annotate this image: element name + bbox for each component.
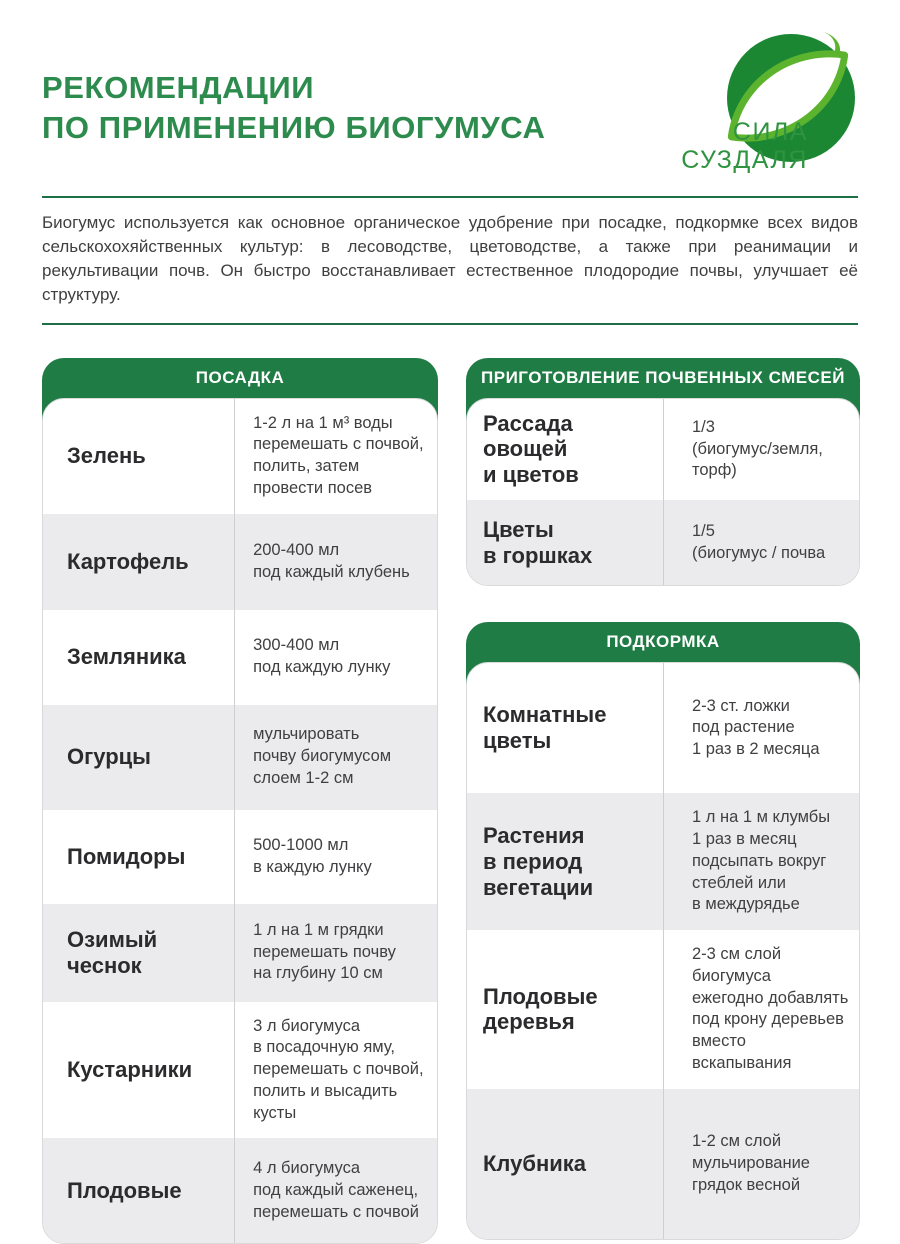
table-soil-mixes-body [466,398,860,587]
row-name: Клубника [467,1089,663,1239]
table-podkormka-body [466,662,860,1239]
row-value: 1 л на 1 м грядки перемешать почву на глубину 10 см [234,904,437,1002]
row-value: 1/5 (биогумус / почва [663,500,859,585]
table-row [43,904,437,1002]
row-name: Земляника [43,610,234,705]
table-posadka [42,358,438,1244]
table-row [43,1138,437,1243]
table-row [467,930,859,1089]
table-row [43,399,437,514]
tables-area [42,358,860,1244]
row-value: 1 л на 1 м клумбы 1 раз в месяц подсыпать вокруг стеблей или в междурядье [663,793,859,930]
table-row [467,793,859,930]
table-podkormka [466,622,860,1239]
row-value: 1/3 (биогумус/земля, торф) [663,399,859,501]
row-name: Картофель [43,514,234,610]
table-row [467,500,859,585]
table-row [43,514,437,610]
divider-line-bottom [42,323,858,325]
row-value: 2-3 ст. ложки под растение 1 раз в 2 месяца [663,663,859,793]
table-row [43,705,437,810]
table-soil-mixes [466,358,860,587]
row-value: 200-400 мл под каждый клубень [234,514,437,610]
row-value: мульчировать почву биогумусом слоем 1-2 см [234,705,437,810]
row-name: Помидоры [43,810,234,904]
table-row [467,399,859,501]
row-name: Озимый чеснок [43,904,234,1002]
row-name: Огурцы [43,705,234,810]
right-column [466,358,860,1240]
table-posadka-body [42,398,438,1244]
row-value: 3 л биогумуса в посадочную яму, перемешать с почвой, полить и высадить кусты [234,1002,437,1139]
page-title: РЕКОМЕНДАЦИИ ПО ПРИМЕНЕНИЮ БИОГУМУСА [42,68,546,149]
row-value: 2-3 см слой биогумуса ежегодно добавлять под крону деревьев вместо вскапывания [663,930,859,1089]
intro-paragraph: Биогумус используется как основное органическое удобрение при посадке, подкормке всех видов сельскохохяйственных культур: в лесоводстве, цветоводстве, а также при реанимации и рекультивации почв. Он быстро восстанавливает естественное плодородие почвы, улучшает её структуру. [42,198,858,323]
table-row [467,1089,859,1239]
row-name: Плодовые [43,1138,234,1243]
table-podkormka-title: ПОДКОРМКА [606,622,719,662]
row-name: Зелень [43,399,234,514]
row-value: 1-2 см слой мульчирование грядок весной [663,1089,859,1239]
table-row [43,810,437,904]
page-header [0,0,900,196]
brand-name: СИЛА СУЗДАЛЯ [681,118,808,174]
brand-logo [630,28,860,170]
left-column [42,358,438,1244]
row-name: Кустарники [43,1002,234,1139]
row-name: Рассада овощей и цветов [467,399,663,501]
table-row [43,1002,437,1139]
table-posadka-title: ПОСАДКА [196,358,284,398]
table-row [43,610,437,705]
table-soil-mixes-title: ПРИГОТОВЛЕНИЕ ПОЧВЕННЫХ СМЕСЕЙ [481,358,845,398]
row-value: 300-400 мл под каждую лунку [234,610,437,705]
row-value: 1-2 л на 1 м³ воды перемешать с почвой, полить, затем провести посев [234,399,437,514]
row-name: Растения в период вегетации [467,793,663,930]
table-row [467,663,859,793]
row-name: Плодовые деревья [467,930,663,1089]
row-name: Комнатные цветы [467,663,663,793]
row-name: Цветы в горшках [467,500,663,585]
row-value: 500-1000 мл в каждую лунку [234,810,437,904]
row-value: 4 л биогумуса под каждый саженец, перемешать с почвой [234,1138,437,1243]
